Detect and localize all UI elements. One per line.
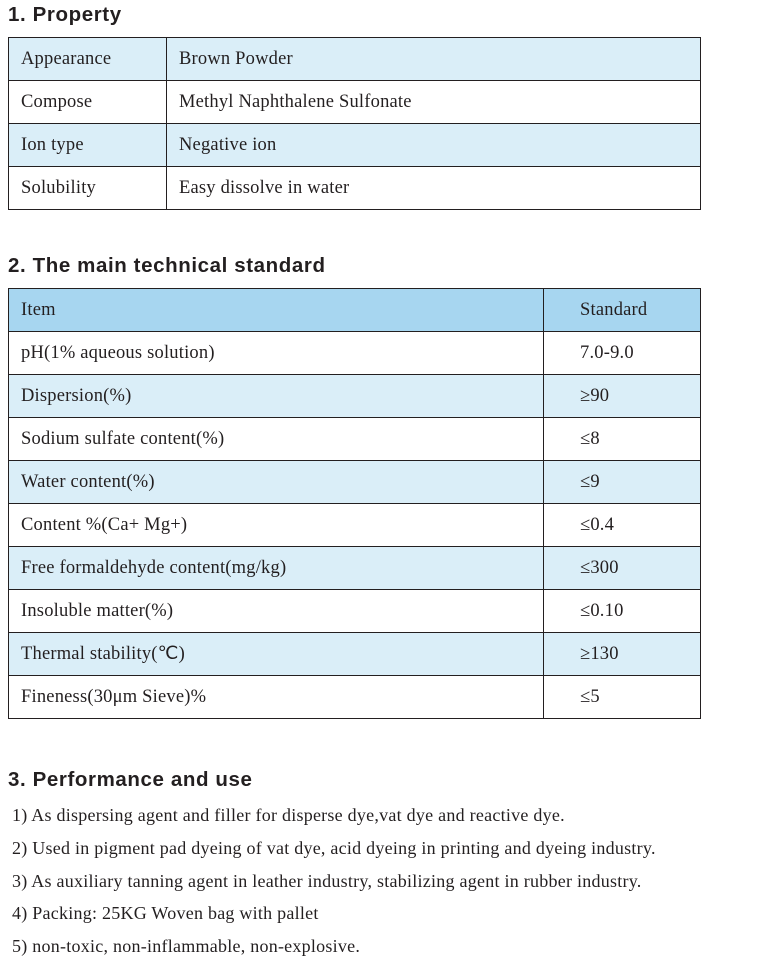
property-value: Negative ion	[167, 124, 701, 167]
standard-value: ≥130	[544, 633, 701, 676]
table-row	[9, 504, 701, 547]
property-value: Brown Powder	[167, 38, 701, 81]
performance-list	[12, 799, 656, 963]
standard-item: Thermal stability(℃)	[9, 633, 544, 676]
table-row	[9, 332, 701, 375]
property-value: Methyl Naphthalene Sulfonate	[167, 81, 701, 124]
standard-value: 7.0-9.0	[544, 332, 701, 375]
table-row	[9, 590, 701, 633]
section-heading-performance: 3. Performance and use	[8, 768, 253, 791]
standard-value: ≤0.4	[544, 504, 701, 547]
table-row	[9, 38, 701, 81]
table-row	[9, 633, 701, 676]
property-value: Easy dissolve in water	[167, 167, 701, 210]
standard-item: Dispersion(%)	[9, 375, 544, 418]
table-row	[9, 676, 701, 719]
list-item: 1) As dispersing agent and filler for disperse dye,vat dye and reactive dye.	[12, 805, 565, 825]
column-header-standard: Standard	[544, 289, 701, 332]
table-row	[9, 547, 701, 590]
standard-value: ≤8	[544, 418, 701, 461]
property-label: Ion type	[9, 124, 167, 167]
standard-value: ≤0.10	[544, 590, 701, 633]
standard-item: pH(1% aqueous solution)	[9, 332, 544, 375]
section-heading-property: 1. Property	[8, 3, 122, 26]
property-label: Appearance	[9, 38, 167, 81]
table-row	[9, 167, 701, 210]
standard-value: ≤9	[544, 461, 701, 504]
technical-standard-table	[8, 288, 701, 719]
list-item: 2) Used in pigment pad dyeing of vat dye, acid dyeing in printing and dyeing industry.	[12, 837, 656, 858]
section-heading-technical-standard: 2. The main technical standard	[8, 254, 326, 277]
table-row	[9, 375, 701, 418]
list-item: 4) Packing: 25KG Woven bag with pallet	[12, 903, 319, 924]
standard-item: Free formaldehyde content(mg/kg)	[9, 547, 544, 590]
table-row	[9, 461, 701, 504]
table-row	[9, 418, 701, 461]
standard-item: Insoluble matter(%)	[9, 590, 544, 633]
column-header-item: Item	[9, 289, 544, 332]
list-item: 5) non-toxic, non-inflammable, non-explosive.	[12, 936, 361, 957]
table-header-row	[9, 289, 701, 332]
standard-item: Content %(Ca+ Mg+)	[9, 504, 544, 547]
property-table	[8, 37, 701, 210]
standard-item: Water content(%)	[9, 461, 544, 504]
table-row	[9, 124, 701, 167]
property-label: Compose	[9, 81, 167, 124]
property-label: Solubility	[9, 167, 167, 210]
standard-item: Fineness(30μm Sieve)%	[9, 676, 544, 719]
list-item: 3) As auxiliary tanning agent in leather industry, stabilizing agent in rubber industry.	[12, 870, 642, 891]
table-row	[9, 81, 701, 124]
standard-value: ≤300	[544, 547, 701, 590]
standard-value: ≥90	[544, 375, 701, 418]
standard-value: ≤5	[544, 676, 701, 719]
standard-item: Sodium sulfate content(%)	[9, 418, 544, 461]
